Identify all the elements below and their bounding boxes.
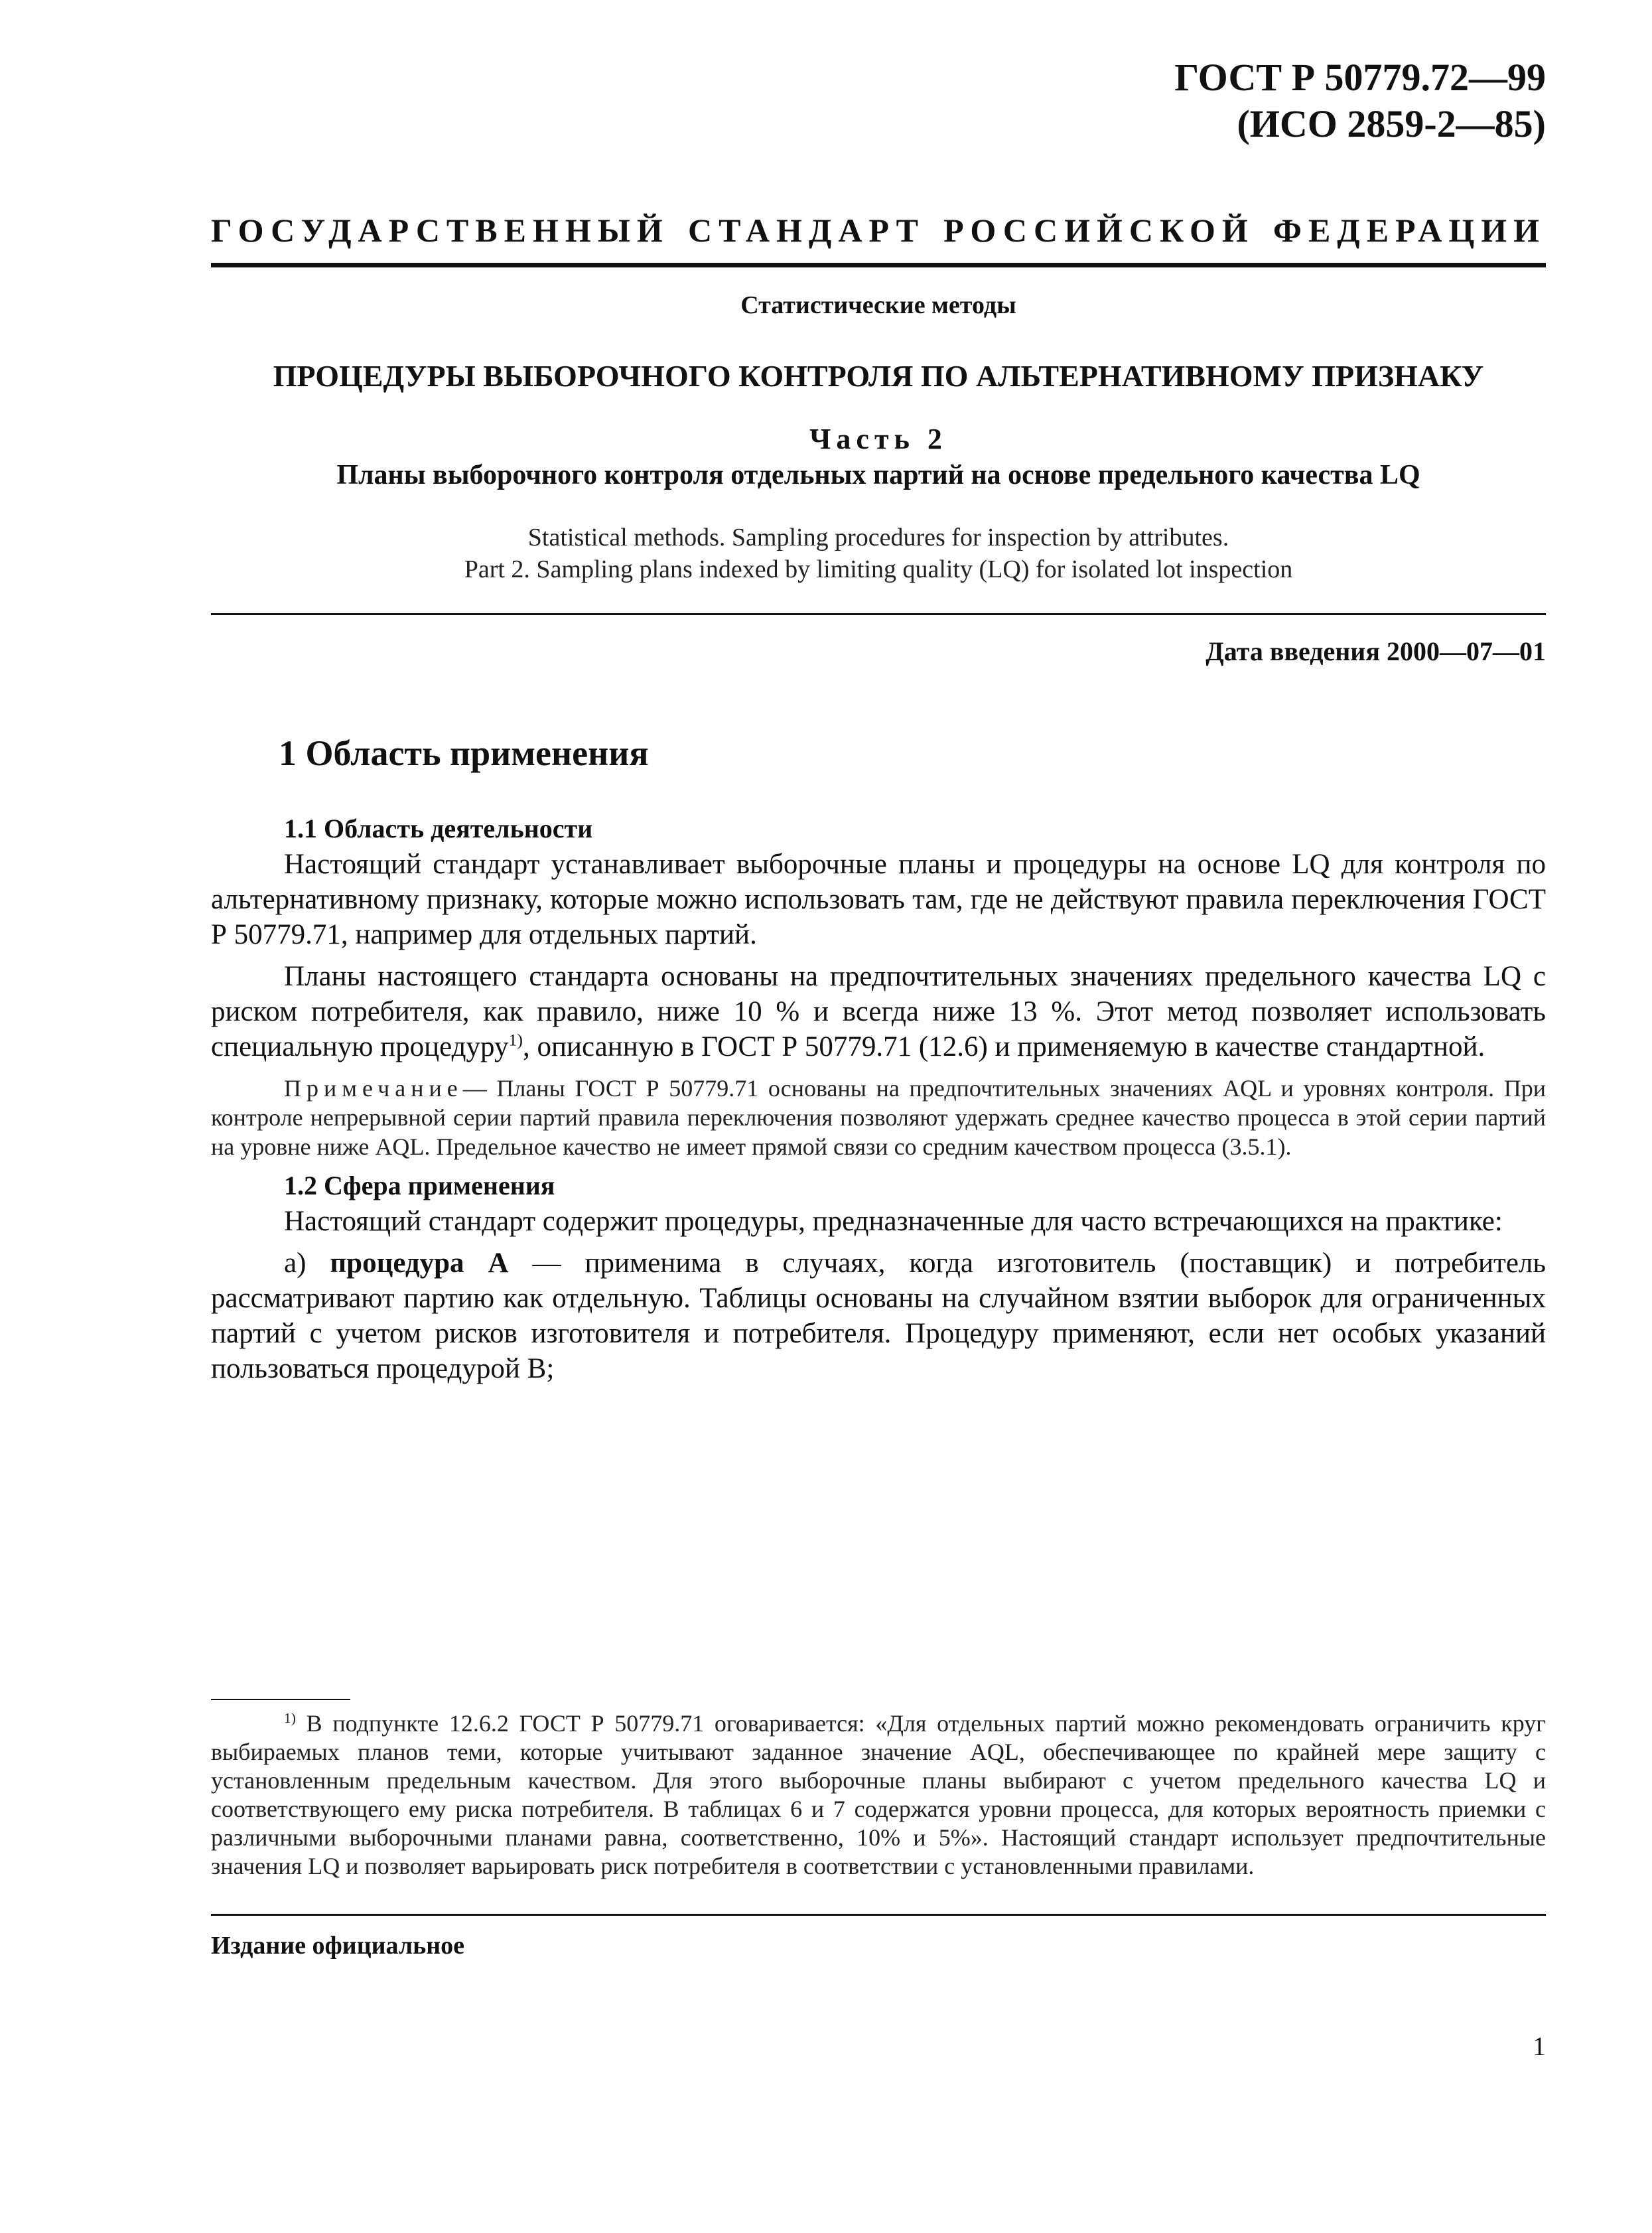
paragraph-text: Планы настоящего стандарта основаны на предпочтительных значениях предельного качества LQ с риском потребителя, как правило, ниже 10 % и всегда ниже 13 %. Этот метод позволяет использовать специальную процедуру [211, 961, 1546, 1062]
paragraph-text: , описанную в ГОСТ Р 50779.71 (12.6) и применяемую в качестве стандартной. [522, 1031, 1485, 1062]
effective-date: Дата введения 2000—07—01 [1205, 636, 1546, 666]
footnote-text: В подпункте 12.6.2 ГОСТ Р 50779.71 оговаривается: «Для отдельных партий можно рекомендовать ограничить круг выбираемых планов теми, которые учитывают заданное значение AQL, обеспечивающее по крайней мере защиту с установленным предельным качеством. Для этого выборочные планы выбирают с учетом предельного качества LQ и соответствующего ему риска потребителя. В таблицах 6 и 7 содержатся уровни процесса, для которых вероятность приемки с различными выборочными планами равна, соответственно, 10% и 5%». Настоящий стандарт использует предпочтительные значения LQ и позволяет варьировать риск потребителя в соответствии с установленными правилами. [211, 1710, 1546, 1879]
subsection-heading-1-2: 1.2 Сфера применения [284, 1171, 555, 1200]
footnote-reference: 1) [508, 1030, 523, 1050]
footer-divider [211, 1914, 1546, 1916]
english-title-line-1: Statistical methods. Sampling procedures for inspection by attributes. [527, 524, 1229, 551]
header-divider [211, 263, 1546, 267]
part-title: Планы выборочного контроля отдельных партий на основе предельного качества LQ [336, 460, 1420, 490]
subtitle: Статистические методы [740, 291, 1016, 319]
paragraph: Настоящий стандарт содержит процедуры, предназначенные для часто встречающихся на практике: [284, 1206, 1503, 1237]
note-label: Примечание [284, 1075, 463, 1102]
document-number-block [1174, 54, 1546, 147]
note-text: — Планы ГОСТ Р 50779.71 основаны на предпочтительных значениях AQL и уровнях контроля. При контроле непрерывной серии партий правила переключения позволяют удержать среднее качество процесса в этой серии партий на уровне ниже AQL. Предельное качество не имеет прямой связи со средним качеством процесса (3.5.1). [211, 1075, 1546, 1160]
paragraph [211, 959, 1546, 1064]
state-standard-heading: ГОСУДАРСТВЕННЫЙ СТАНДАРТ РОССИЙСКОЙ ФЕДЕРАЦИИ [211, 212, 1546, 249]
note [211, 1074, 1546, 1161]
english-title [211, 522, 1546, 585]
list-item-a [211, 1246, 1546, 1386]
footnote-marker: 1) [284, 1710, 296, 1726]
footnote-divider [211, 1699, 350, 1700]
title-divider [211, 613, 1546, 615]
english-title-line-2: Part 2. Sampling plans indexed by limiting quality (LQ) for isolated lot inspection [464, 555, 1293, 583]
footnote [211, 1709, 1546, 1881]
paragraph: Настоящий стандарт устанавливает выборочные планы и процедуры на основе LQ для контроля по альтернативному признаку, которые можно использовать там, где не действуют правила переключения ГОСТ Р 50779.71, например для отдельных партий. [211, 849, 1546, 950]
list-item-text: — применима в случаях, когда изготовитель (поставщик) и потребитель рассматривают партию как отдельную. Таблицы основаны на случайном взятии выборок для ограниченных партий с учетом рисков изготовителя и потребителя. Процедуру применяют, если нет особых указаний пользоваться процедурой В; [211, 1248, 1546, 1384]
list-marker: а) [284, 1248, 330, 1279]
gost-number: ГОСТ Р 50779.72—99 [1174, 56, 1546, 99]
subsection-heading-1-1: 1.1 Область деятельности [284, 814, 593, 843]
part-label: Часть 2 [809, 423, 947, 455]
iso-number: (ИСО 2859-2—85) [1237, 102, 1546, 145]
main-title: ПРОЦЕДУРЫ ВЫБОРОЧНОГО КОНТРОЛЯ ПО АЛЬТЕРНАТИВНОМУ ПРИЗНАКУ [273, 359, 1484, 393]
official-edition-label: Издание официальное [211, 1932, 465, 1960]
page-number: 1 [1533, 2031, 1546, 2061]
section-heading: 1 Область применения [279, 733, 649, 773]
procedure-a-term: процедура А [330, 1248, 509, 1279]
section-body [211, 811, 1546, 1386]
